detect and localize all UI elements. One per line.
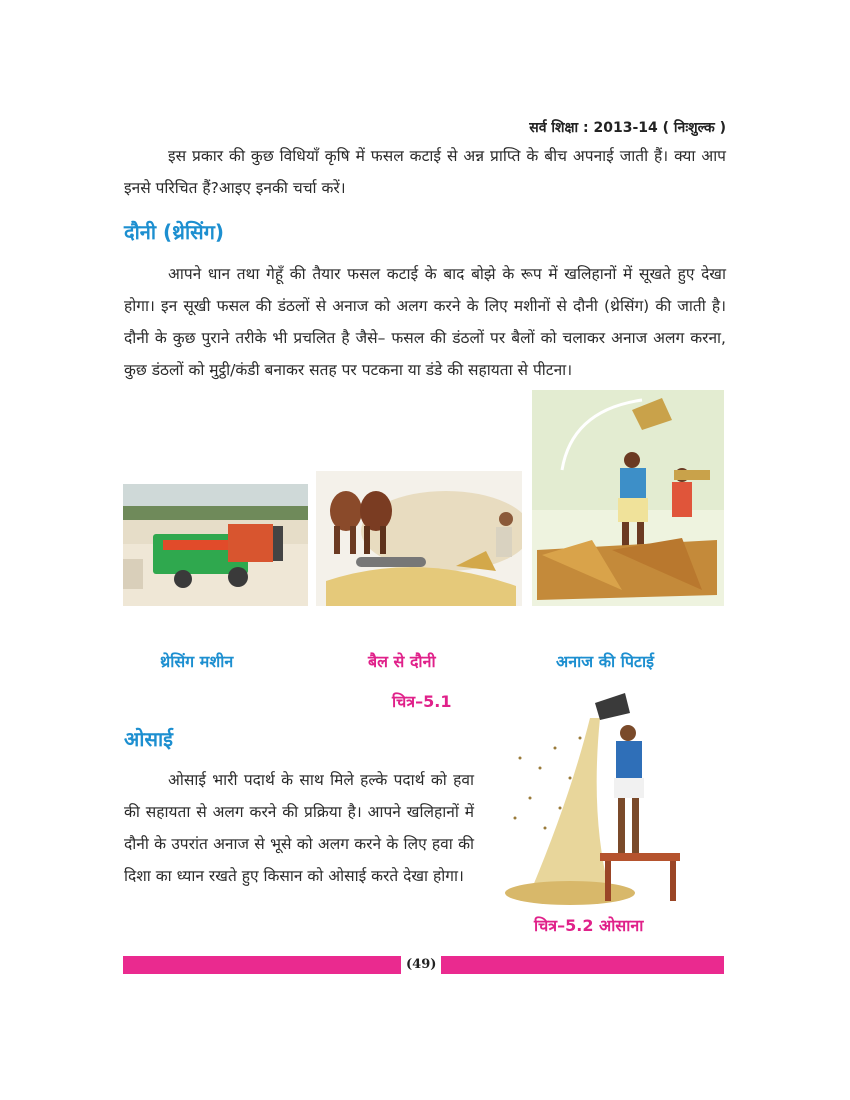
page-number: (49) xyxy=(406,957,437,972)
figure-label-5-2-text: चित्र–5.2 ओसाना xyxy=(534,916,644,935)
footer-bar-left xyxy=(123,956,401,974)
intro-paragraph: इस प्रकार की कुछ विधियाँ कृषि में फसल कटाई से अन्न प्राप्ति के बीच अपनाई जाती हैं। क्या आप इनसे परिचित हैं?आइए इनकी चर्चा करें। xyxy=(124,147,726,197)
figure-label-5-1: चित्र–5.1 xyxy=(392,692,452,711)
threshing-heading: दौनी (थ्रेसिंग) xyxy=(124,220,225,244)
winnowing-paragraph: ओसाई भारी पदार्थ के साथ मिले हल्के पदार्थ को हवा की सहायता से अलग करने की प्रक्रिया है। आपने खलिहानों में दौनी के उपरांत अनाज से भूसे को अलग करने के लिए हवा की दिशा का ध्यान रखते हुए किसान को ओसाई करते देखा होगा। xyxy=(124,771,474,885)
footer-bar-right xyxy=(441,956,724,974)
winnowing-image xyxy=(500,678,700,908)
caption-threshing-machine: थ्रेसिंग मशीन xyxy=(160,652,234,671)
caption-grain-beating: अनाज की पिटाई xyxy=(556,652,654,671)
page-header: सर्व शिक्षा : 2013-14 ( निःशुल्क ) xyxy=(529,120,726,136)
bullock-threshing-image xyxy=(316,471,522,606)
grain-beating-image xyxy=(532,390,724,606)
threshing-paragraph: आपने धान तथा गेहूँ की तैयार फसल कटाई के बाद बोझे के रूप में खलिहानों में सूखते हुए देखा होगा। इन सूखी फसल की डंठलों से अनाज को अलग करने के लिए मशीनों से दौनी (थ्रेसिंग) की जाती है। दौनी के कुछ पुराने तरीके भी प्रचलित है जैसे– फसल की डंठलों पर बैलों को चलाकर अनाज अलग करना, कुछ डंठलों को मुट्ठी/कंडी बनाकर सतह पर पटकना या डंडे की सहायता से पीटना। xyxy=(124,265,726,379)
threshing-machine-image xyxy=(123,484,308,606)
caption-bullock-threshing: बैल से दौनी xyxy=(368,652,436,671)
figure-label-5-2 xyxy=(534,914,643,936)
winnowing-heading: ओसाई xyxy=(124,727,173,751)
